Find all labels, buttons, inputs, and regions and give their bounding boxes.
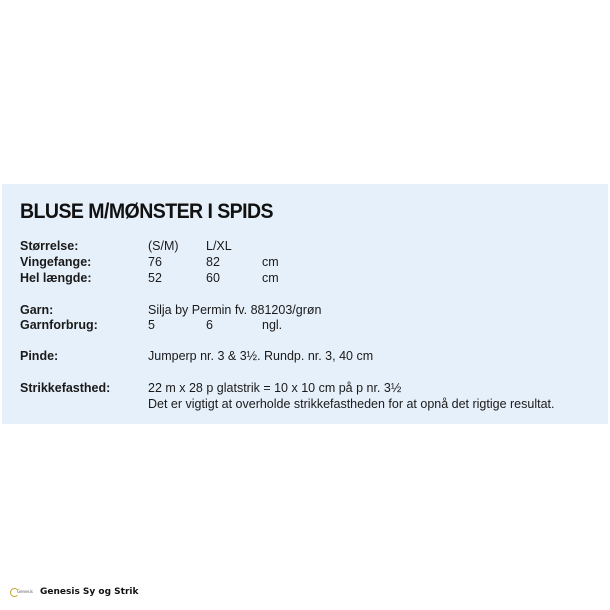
length-s-m: 52 xyxy=(148,271,162,285)
gauge-line-2: Det er vigtigt at overholde strikkefastheden for at opnå det rigtige resultat. xyxy=(148,397,555,411)
yarn-value: Silja by Permin fv. 881203/grøn xyxy=(148,303,322,317)
size-s-m: (S/M) xyxy=(148,239,179,253)
brand-name[interactable]: Genesis Sy og Strik xyxy=(40,587,139,597)
length-l-xl: 60 xyxy=(206,271,220,285)
wingspan-label: Vingefange: xyxy=(20,255,92,269)
needles-label: Pinde: xyxy=(20,349,59,363)
needles-value: Jumperp nr. 3 & 3½. Rundp. nr. 3, 40 cm xyxy=(148,349,374,363)
gauge-line-1: 22 m x 28 p glatstrik = 10 x 10 cm på p nr. 3½ xyxy=(148,381,402,395)
gauge-label: Strikkefasthed: xyxy=(20,381,111,395)
wingspan-l-xl: 82 xyxy=(206,255,220,269)
size-l-xl: L/XL xyxy=(206,239,232,253)
yarn-label: Garn: xyxy=(20,303,54,317)
wingspan-s-m: 76 xyxy=(148,255,162,269)
yarn-usage-s-m: 5 xyxy=(148,318,155,332)
footer xyxy=(10,585,138,599)
length-label: Hel længde: xyxy=(20,271,92,285)
wingspan-unit: cm xyxy=(262,255,279,269)
yarn-usage-label: Garnforbrug: xyxy=(20,318,98,332)
length-unit: cm xyxy=(262,271,279,285)
yarn-usage-unit: ngl. xyxy=(262,318,283,332)
yarn-usage-l-xl: 6 xyxy=(206,318,213,332)
pattern-title: BLUSE M/MØNSTER I SPIDS xyxy=(20,200,274,223)
size-label: Størrelse: xyxy=(20,239,79,253)
genesis-logo-icon: Genesis xyxy=(10,587,32,597)
